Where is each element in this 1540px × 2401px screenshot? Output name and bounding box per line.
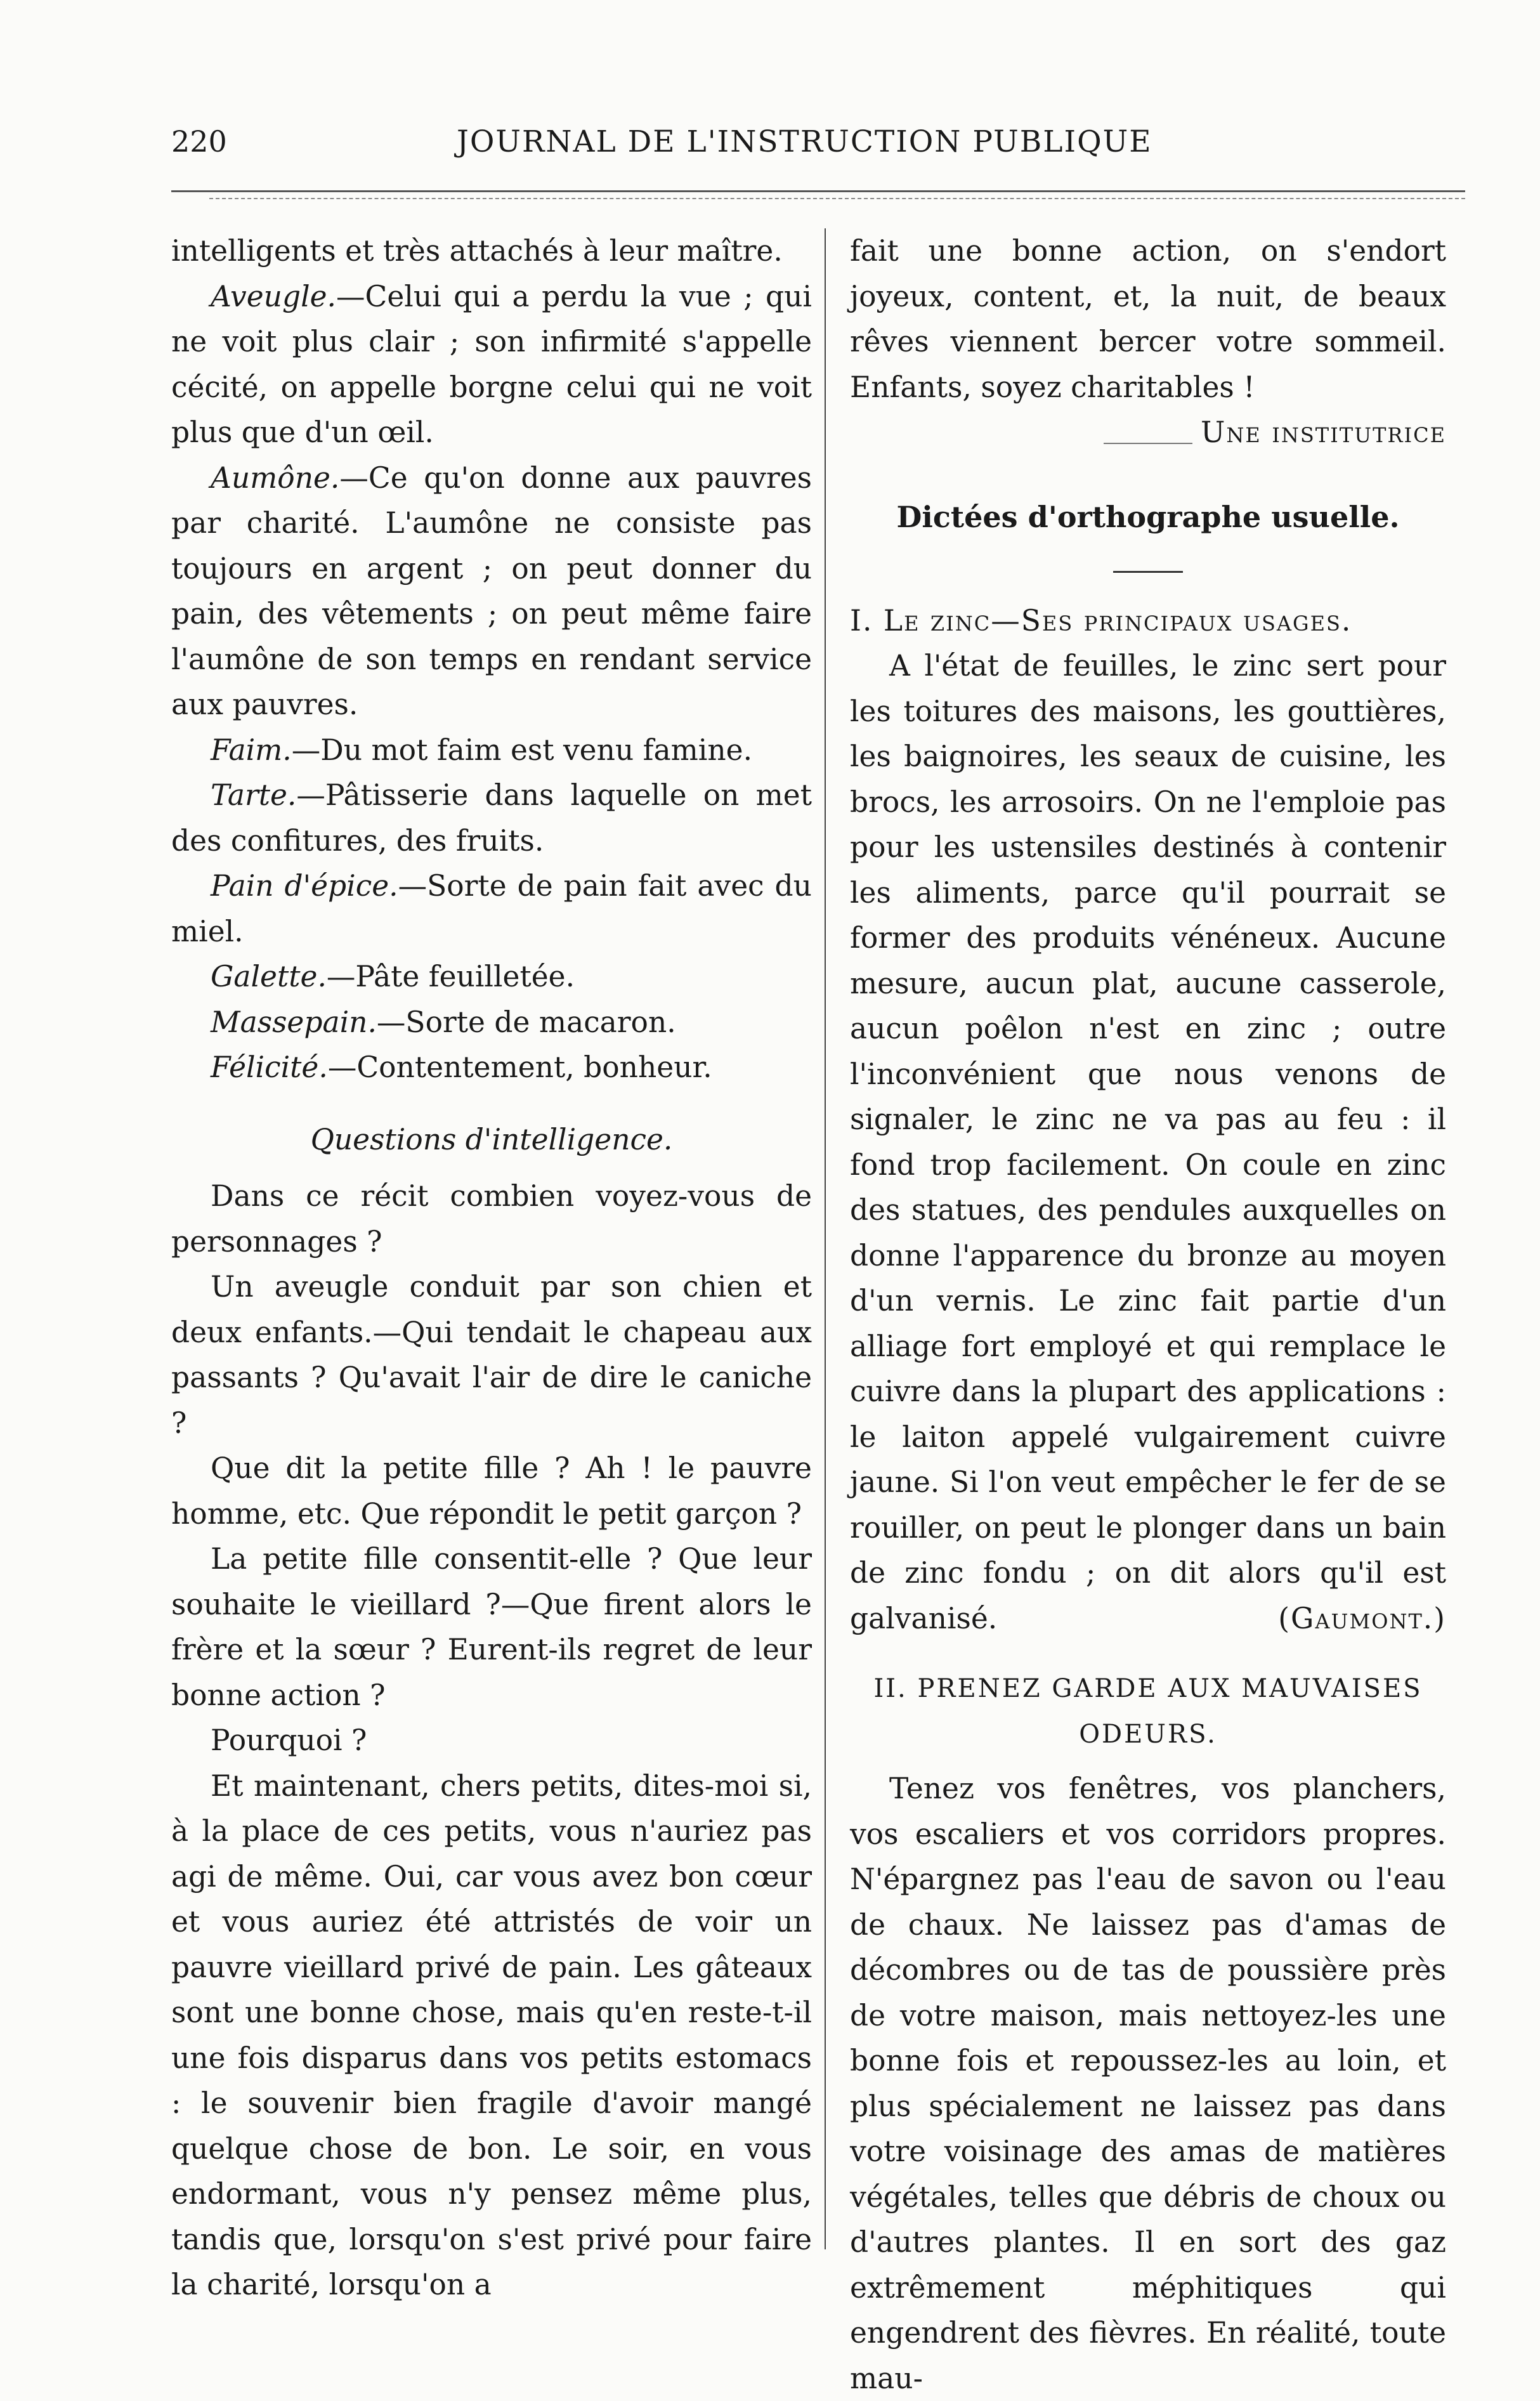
term: Pain d'épice. [211, 869, 398, 903]
text: A l'état de feuilles, le zinc sert pour les toitures des maisons, les gouttières, les baignoires, les seaux de cuisine, les brocs, les arrosoirs. On ne l'emploie pas pour les ustensiles destinés à contenir les aliments, parce qu'il pourrait se former des produits vénéneux. Aucune mesure, aucun plat, aucune casserole, aucun poêlon n'est en zinc ; outre l'inconvénient que nous venons de signaler, le zinc ne va pas au feu : il fond trop facilement. On coule en zinc des statues, des pendules auxquelles on donne l'apparence du bronze au moyen d'un vernis. Le zinc fait partie d'un alliage fort employé et qui remplace le cuivre dans la plupart des applications : le laiton appelé vulgairement cuivre jaune. Si l'on veut empêcher le fer de se rouiller, on peut le plonger dans un bain de zinc fondu ; on dit alors qu'il est galvanisé. [850, 649, 1446, 1635]
separator [1113, 571, 1183, 573]
paragraph [850, 643, 1446, 1641]
question: Pourquoi ? [211, 1724, 367, 1757]
definition: —Pâtisserie dans laquelle on met des confitures, des fruits. [171, 778, 812, 858]
page-number: 220 [171, 124, 227, 159]
term: Félicité. [211, 1050, 328, 1084]
term: Aveugle. [211, 279, 337, 313]
running-title: JOURNAL DE L'INSTRUCTION PUBLIQUE [457, 124, 1152, 159]
definition-galette [171, 954, 812, 1000]
credit: (Gaumont.) [1278, 1601, 1446, 1635]
question: Un aveugle conduit par son chien et deux enfants.—Qui tendait le chapeau aux passants ? Qu'avait l'air de dire le caniche ? [171, 1270, 812, 1440]
definition: —Sorte de pain fait avec du miel. [171, 869, 812, 948]
column-divider [825, 228, 826, 2249]
definition: —Du mot faim est venu famine. [291, 733, 753, 767]
paragraph: Et maintenant, chers petits, dites-moi si, à la place de ces petits, vous n'auriez pas agi de même. Oui, car vous avez bon cœur et vous auriez été attristés de voir un pauvre vieillard privé de pain. Les gâteaux sont une bonne chose, mais qu'en reste-t-il une fois disparus dans vos petits estomacs : le souvenir bien fragile d'avoir mangé quelque chose de bon. Le soir, en vous endormant, vous n'y pensez même plus, tandis que, lorsqu'on s'est privé pour faire la charité, lorsqu'on a [171, 1769, 812, 2301]
definition-tarte [171, 773, 812, 863]
signature: Une institutrice [1201, 415, 1446, 449]
term: Massepain. [211, 1005, 377, 1039]
left-column [171, 228, 812, 2308]
definition-felicite [171, 1045, 812, 1090]
text: fait une bonne action, on s'endort joyeux, content, et, la nuit, de beaux rêves viennent bercer votre sommeil. Enfants, soyez charitables ! [850, 234, 1446, 404]
paragraph: Tenez vos fenêtres, vos planchers, vos escaliers et vos corridors propres. N'épargnez pas l'eau de savon ou l'eau de chaux. Ne laissez pas d'amas de décombres ou de tas de poussière près de votre maison, mais nettoyez-les une bonne fois et repoussez-les au loin, et plus spécialement ne laissez pas dans votre voisinage des amas de matières végétales, telles que débris de choux ou d'autres plantes. Il en sort des gaz extrêmement méphitiques qui engendrent des fièvres. En réalité, toute mau- [850, 1772, 1446, 2395]
header-rule [171, 190, 1465, 192]
term: Faim. [211, 733, 292, 767]
definition: —Ce qu'on donne aux pauvres par charité. L'aumône ne consiste pas toujours en argent ; on peut donner du pain, des vêtements ; on peut même faire l'aumône de son temps en rendant service aux pauvres. [171, 461, 812, 721]
definition: —Pâte feuilletée. [326, 960, 575, 993]
subsection-heading-cont: ODEURS. [1079, 1719, 1217, 1749]
separator [1104, 443, 1192, 444]
question: Dans ce récit combien voyez-vous de personnages ? [171, 1179, 812, 1259]
paragraph [850, 228, 1446, 449]
questions-title: Questions d'intelligence. [310, 1122, 673, 1156]
definition-aumone [171, 455, 812, 728]
definition: —Sorte de macaron. [376, 1005, 676, 1039]
right-column [850, 228, 1446, 2401]
definition-pain-epice [171, 863, 812, 954]
definition: —Celui qui a perdu la vue ; qui ne voit plus clair ; son infirmité s'appelle cécité, on appelle borgne celui qui ne voit plus que d'un œil. [171, 279, 812, 449]
question: Que dit la petite fille ? Ah ! le pauvre homme, etc. Que répondit le petit garçon ? [171, 1451, 812, 1531]
page-header [171, 124, 1478, 169]
definition-faim [171, 728, 812, 773]
section-title: Dictées d'orthographe usuelle. [896, 500, 1400, 534]
definition-massepain [171, 1000, 812, 1045]
definition-aveugle [171, 274, 812, 455]
question: La petite fille consentit-elle ? Que leur souhaite le vieillard ?—Que firent alors le frère et la sœur ? Eurent-ils regret de leur bonne action ? [171, 1542, 812, 1712]
definition: —Contentement, bonheur. [327, 1050, 712, 1084]
paragraph: intelligents et très attachés à leur maître. [171, 234, 783, 268]
header-rule-dashed [209, 198, 1465, 200]
subsection-heading: I. Le zinc—Ses principaux usages. [850, 603, 1352, 638]
term: Galette. [211, 960, 327, 993]
subsection-heading: II. PRENEZ GARDE AUX MAUVAISES [873, 1674, 1423, 1703]
term: Aumône. [211, 461, 340, 495]
term: Tarte. [211, 778, 297, 812]
